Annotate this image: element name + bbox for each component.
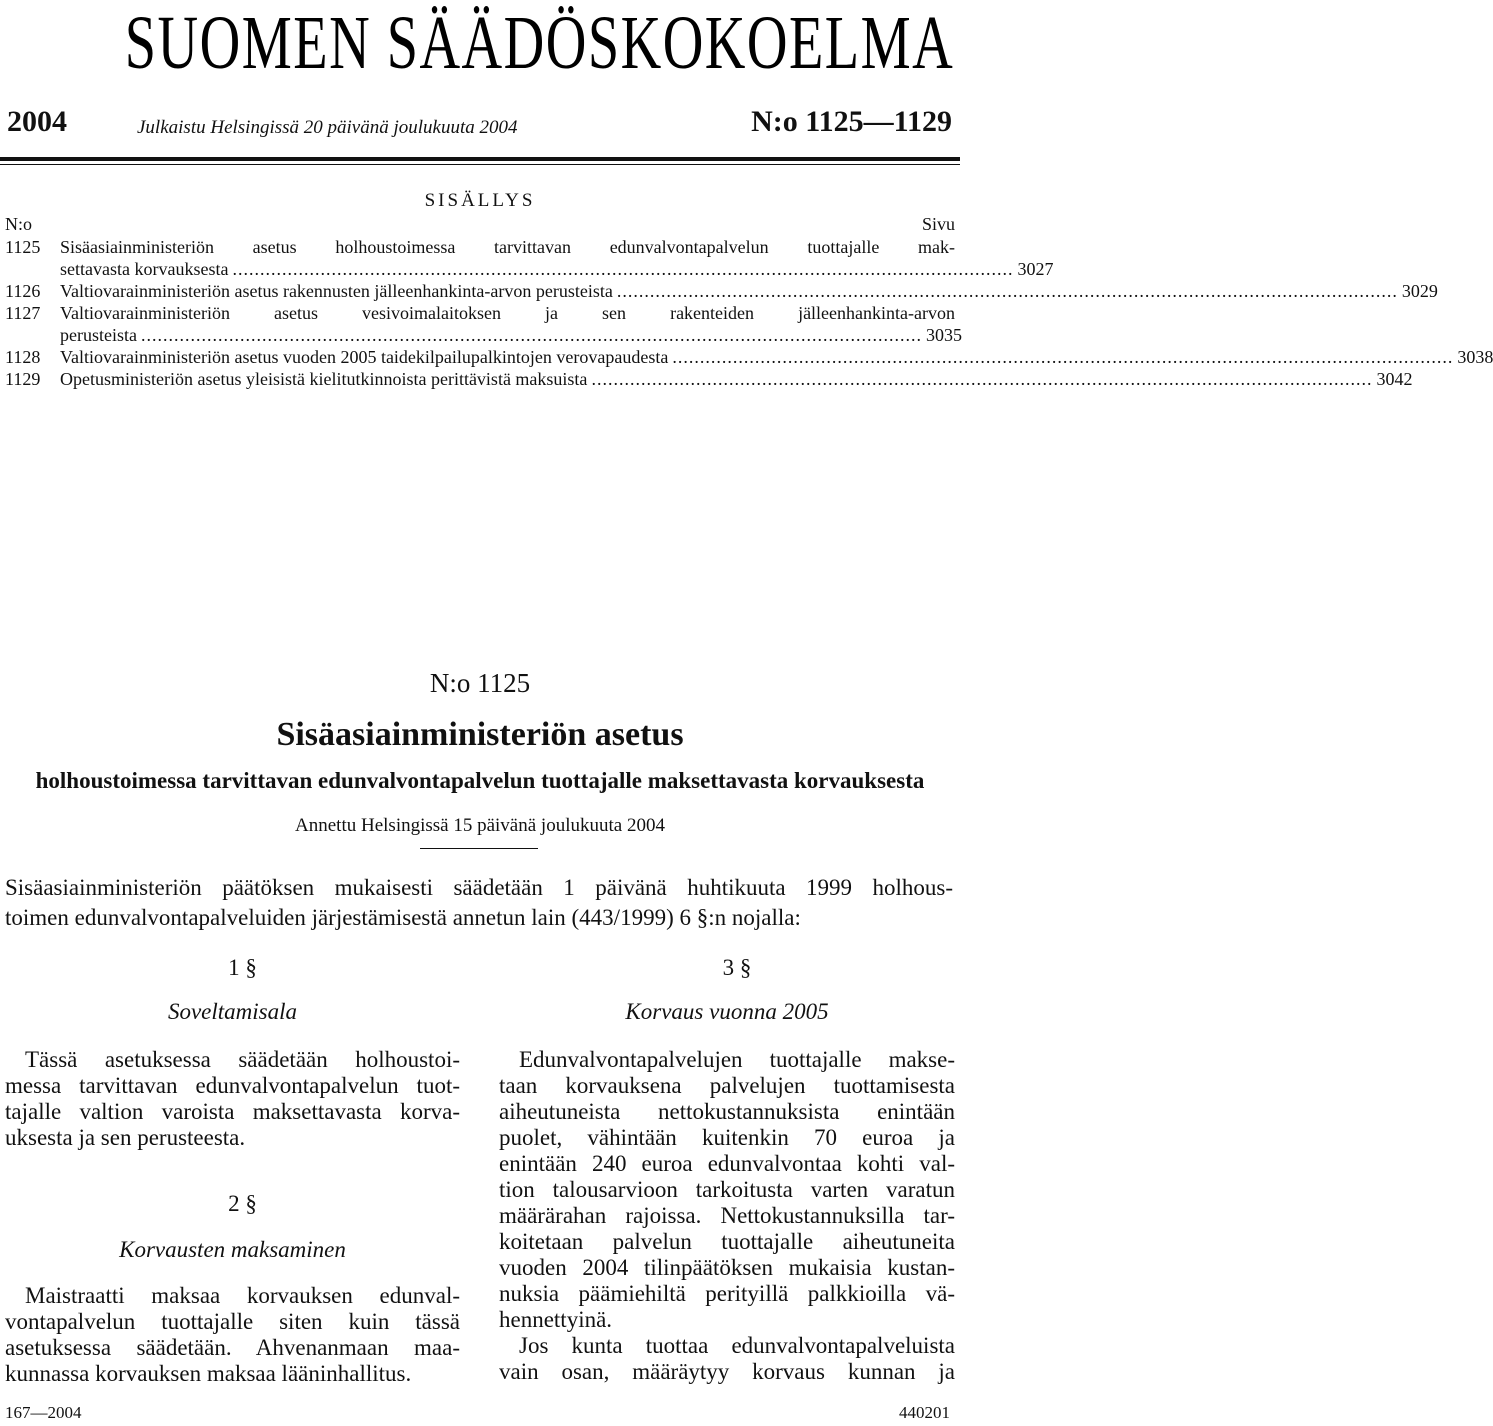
body-line: messa tarvittavan edunvalvontapalvelun tuot- [5, 1073, 460, 1098]
dot-leader: .............................................................................................................................................. [672, 347, 1454, 367]
body-line: koitetaan palvelun tuottajalle aiheutuneita [499, 1229, 955, 1254]
act-preamble [5, 873, 953, 933]
body-line: enintään 240 euroa edunvalvontaa kohti val- [499, 1151, 955, 1176]
body-line: vontapalvelun tuottajalle siten kuin tässä [5, 1309, 460, 1334]
body-line: hennettyinä. [499, 1307, 613, 1332]
entry-page: 3029 [1401, 281, 1438, 301]
body-line: Edunvalvontapalvelujen tuottajalle makse- [519, 1047, 955, 1072]
contents-entry[interactable] [5, 236, 1054, 280]
body-line: tajalle valtion varoista maksettavasta korva- [5, 1099, 460, 1124]
header-rule-thick [0, 157, 960, 161]
preamble-line: Sisäasiainministeriön päätöksen mukaisesti säädetään 1 päivänä huhtikuuta 1999 holhous- [5, 875, 953, 900]
footer-code: 167—2004 [5, 1403, 82, 1422]
section-body [499, 1047, 955, 1385]
issue-numbers: N:o 1125—1129 [751, 105, 952, 138]
dot-leader: .............................................................................................................................................. [140, 325, 922, 345]
body-line: kunnassa korvauksen maksaa lääninhallitus. [5, 1361, 412, 1386]
issue-year: 2004 [7, 105, 67, 138]
act-title: Sisäasiainministeriön asetus [276, 716, 684, 753]
body-line: nuksia päämiehiltä perityillä palkkioilla vä- [499, 1281, 955, 1306]
header-rule-thin [0, 164, 960, 165]
dot-leader: .............................................................................................................................................. [232, 259, 1014, 279]
body-line: uksesta ja sen perusteesta. [5, 1125, 246, 1150]
contents-entry[interactable] [5, 368, 1413, 390]
contents-entry[interactable] [5, 346, 1493, 368]
section-number: 3 § [722, 955, 752, 980]
masthead-title: SUOMEN SÄÄDÖSKOKOELMA [124, 1, 955, 85]
body-line: määrärahan rajoissa. Nettokustannuksilla tar- [499, 1203, 955, 1228]
section-heading: Korvaus vuonna 2005 [625, 999, 829, 1024]
contents-number-header: N:o [5, 214, 32, 234]
contents-entry[interactable] [5, 280, 1438, 302]
contents-page-header: Sivu [921, 214, 955, 234]
left-column [5, 955, 460, 1387]
section-heading: Korvausten maksaminen [119, 1237, 346, 1262]
body-line: vuoden 2004 tilinpäätöksen mukaisia kustan- [499, 1255, 955, 1280]
body-line: Tässä asetuksessa säädetään holhoustoi- [25, 1047, 460, 1072]
section-heading: Soveltamisala [167, 999, 298, 1024]
entry-page: 3042 [1376, 369, 1413, 389]
act-number: N:o 1125 [429, 668, 531, 698]
entry-title: Opetusministeriön asetus yleisistä kielitutkinnoista perittävistä maksuista [60, 369, 588, 389]
preamble-line: toimen edunvalvontapalveluiden järjestämisestä annetun lain (443/1999) 6 §:n nojalla: [5, 905, 801, 930]
body-line: aiheutuneista nettokustannuksista enintään [499, 1099, 955, 1124]
section-number: 2 § [228, 1191, 257, 1216]
body-line: vain osan, määräytyy korvaus kunnan ja [499, 1359, 955, 1384]
publication-date: Julkaistu Helsingissä 20 päivänä joulukuuta 2004 [137, 117, 518, 138]
entry-title: settavasta korvauksesta [60, 259, 229, 279]
entry-title-line: Sisäasiainministeriön asetus holhoustoimessa tarvittavan edunvalvontapalvelun tuottajalle mak- [60, 237, 955, 257]
dot-leader: .............................................................................................................................................. [616, 281, 1398, 301]
body-line: Maistraatti maksaa korvauksen edunval- [25, 1283, 460, 1308]
body-line: asetuksessa säädetään. Ahvenanmaan maa- [5, 1335, 460, 1360]
entry-number: 1125 [5, 237, 41, 257]
right-column [499, 955, 955, 1385]
entry-title: Valtiovarainministeriön asetus vuoden 2005 taidekilpailupalkintojen verovapaudesta [60, 347, 669, 367]
entry-number: 1128 [5, 347, 41, 367]
dot-leader: .............................................................................................................................................. [591, 369, 1373, 389]
entry-page: 3038 [1457, 347, 1493, 367]
entry-number: 1126 [5, 281, 41, 301]
entry-title-line: Valtiovarainministeriön asetus vesivoimalaitoksen ja sen rakenteiden jälleenhankinta-arvon [60, 303, 955, 323]
body-line: puolet, vähintään kuitenkin 70 euroa ja [499, 1125, 955, 1150]
entry-page: 3027 [1017, 259, 1054, 279]
contents-entry[interactable] [5, 302, 962, 346]
entry-title: perusteista [60, 325, 137, 345]
body-line: Jos kunta tuottaa edunvalvontapalveluista [519, 1333, 955, 1358]
entry-number: 1129 [5, 369, 41, 389]
entry-title: Valtiovarainministeriön asetus rakennusten jälleenhankinta-arvon perusteista [60, 281, 613, 301]
section-divider [420, 848, 538, 849]
entry-page: 3035 [925, 325, 962, 345]
section-number: 1 § [228, 955, 257, 980]
section-body [5, 1047, 460, 1151]
act-given-date: Annettu Helsingissä 15 päivänä joulukuuta 2004 [295, 815, 665, 836]
act-subtitle: holhoustoimessa tarvittavan edunvalvontapalvelun tuottajalle maksettavasta korvauksesta [35, 768, 925, 793]
body-line: tion talousarvioon tarkoitusta varten varatun [499, 1177, 955, 1202]
section-body [5, 1283, 460, 1387]
footer-print-number: 440201 [899, 1403, 950, 1422]
entry-number: 1127 [5, 303, 41, 323]
contents-title: SISÄLLYS [424, 190, 536, 211]
body-line: taan korvauksena palvelujen tuottamisesta [499, 1073, 955, 1098]
